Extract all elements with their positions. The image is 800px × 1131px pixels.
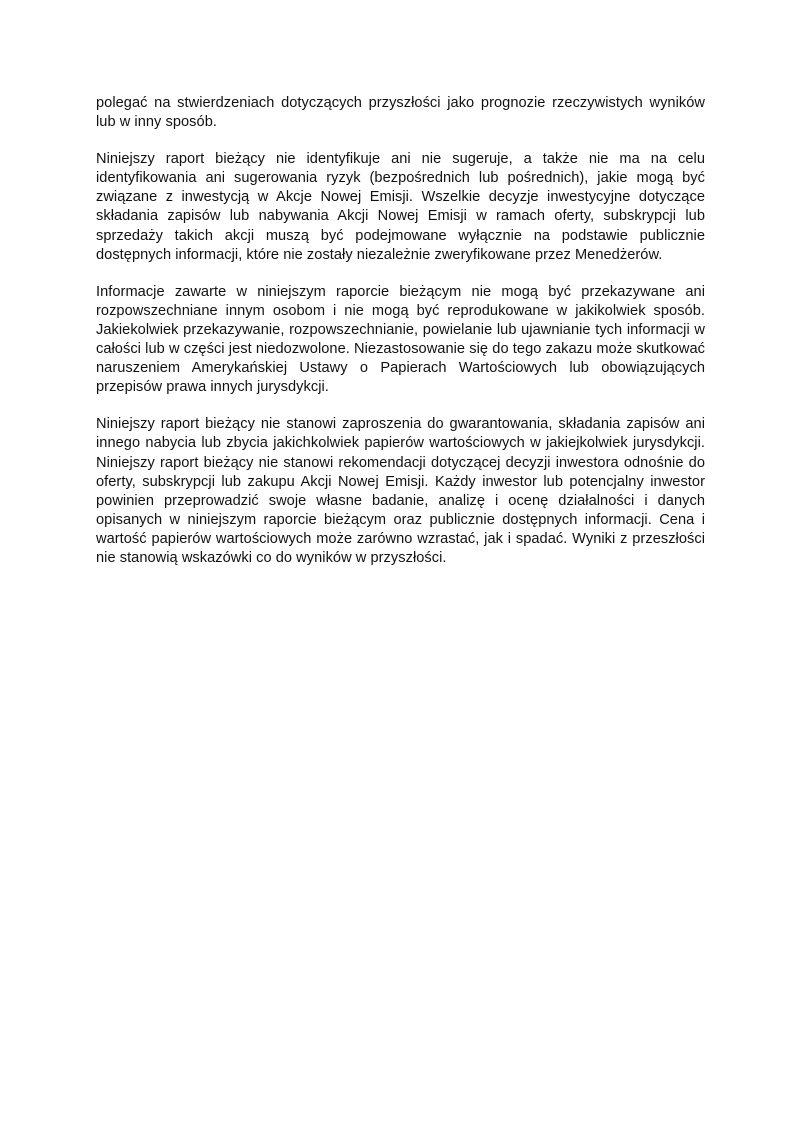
paragraph-distribution: Informacje zawarte w niniejszym raporcie bieżącym nie mogą być przekazywane ani rozpowszechniane innym osobom i nie mogą być reprodukowane w jakikolwiek sposób. Jakiekolwiek przekazywanie, rozpowszechnianie, powielanie lub ujawnianie tych informacji w całości lub w części jest niedozwolone. Niezastosowanie się do tego zakazu może skutkować naruszeniem Amerykańskiej Ustawy o Papierach Wartościowych lub obowiązujących przepisów prawa innych jurysdykcji.	[96, 283, 705, 396]
paragraph-risks: Niniejszy raport bieżący nie identyfikuje ani nie sugeruje, a także nie ma na celu identyfikowania ani sugerowania ryzyk (bezpośrednich lub pośrednich), jakie mogą być związane z inwestycją w Akcje Nowej Emisji. Wszelkie decyzje inwestycyjne dotyczące składania zapisów lub nabywania Akcji Nowej Emisji w ramach oferty, subskrypcji lub sprzedaży takich akcji muszą być podejmowane wyłącznie na podstawie publicznie dostępnych informacji, które nie zostały niezależnie zweryfikowane przez Menedżerów.	[96, 151, 705, 263]
document-body	[96, 94, 705, 586]
paragraph-no-invitation: Niniejszy raport bieżący nie stanowi zaproszenia do gwarantowania, składania zapisów ani innego nabycia lub zbycia jakichkolwiek papierów wartościowych w jakiejkolwiek jurysdykcji. Niniejszy raport bieżący nie stanowi rekomendacji dotyczącej decyzji inwestora odnośnie do oferty, subskrypcji lub zakupu Akcji Nowej Emisji. Każdy inwestor lub potencjalny inwestor powinien przeprowadzić swoje własne badanie, analizę i ocenę działalności i danych opisanych w niniejszym raporcie bieżącym oraz publicznie dostępnych informacji. Cena i wartość papierów wartościowych może zarówno wzrastać, jak i spadać. Wyniki z przeszłości nie stanowią wskazówki co do wyników w przyszłości.	[96, 416, 705, 566]
paragraph-forward-looking: polegać na stwierdzeniach dotyczących przyszłości jako prognozie rzeczywistych wyników lub w inny sposób.	[96, 95, 705, 131]
